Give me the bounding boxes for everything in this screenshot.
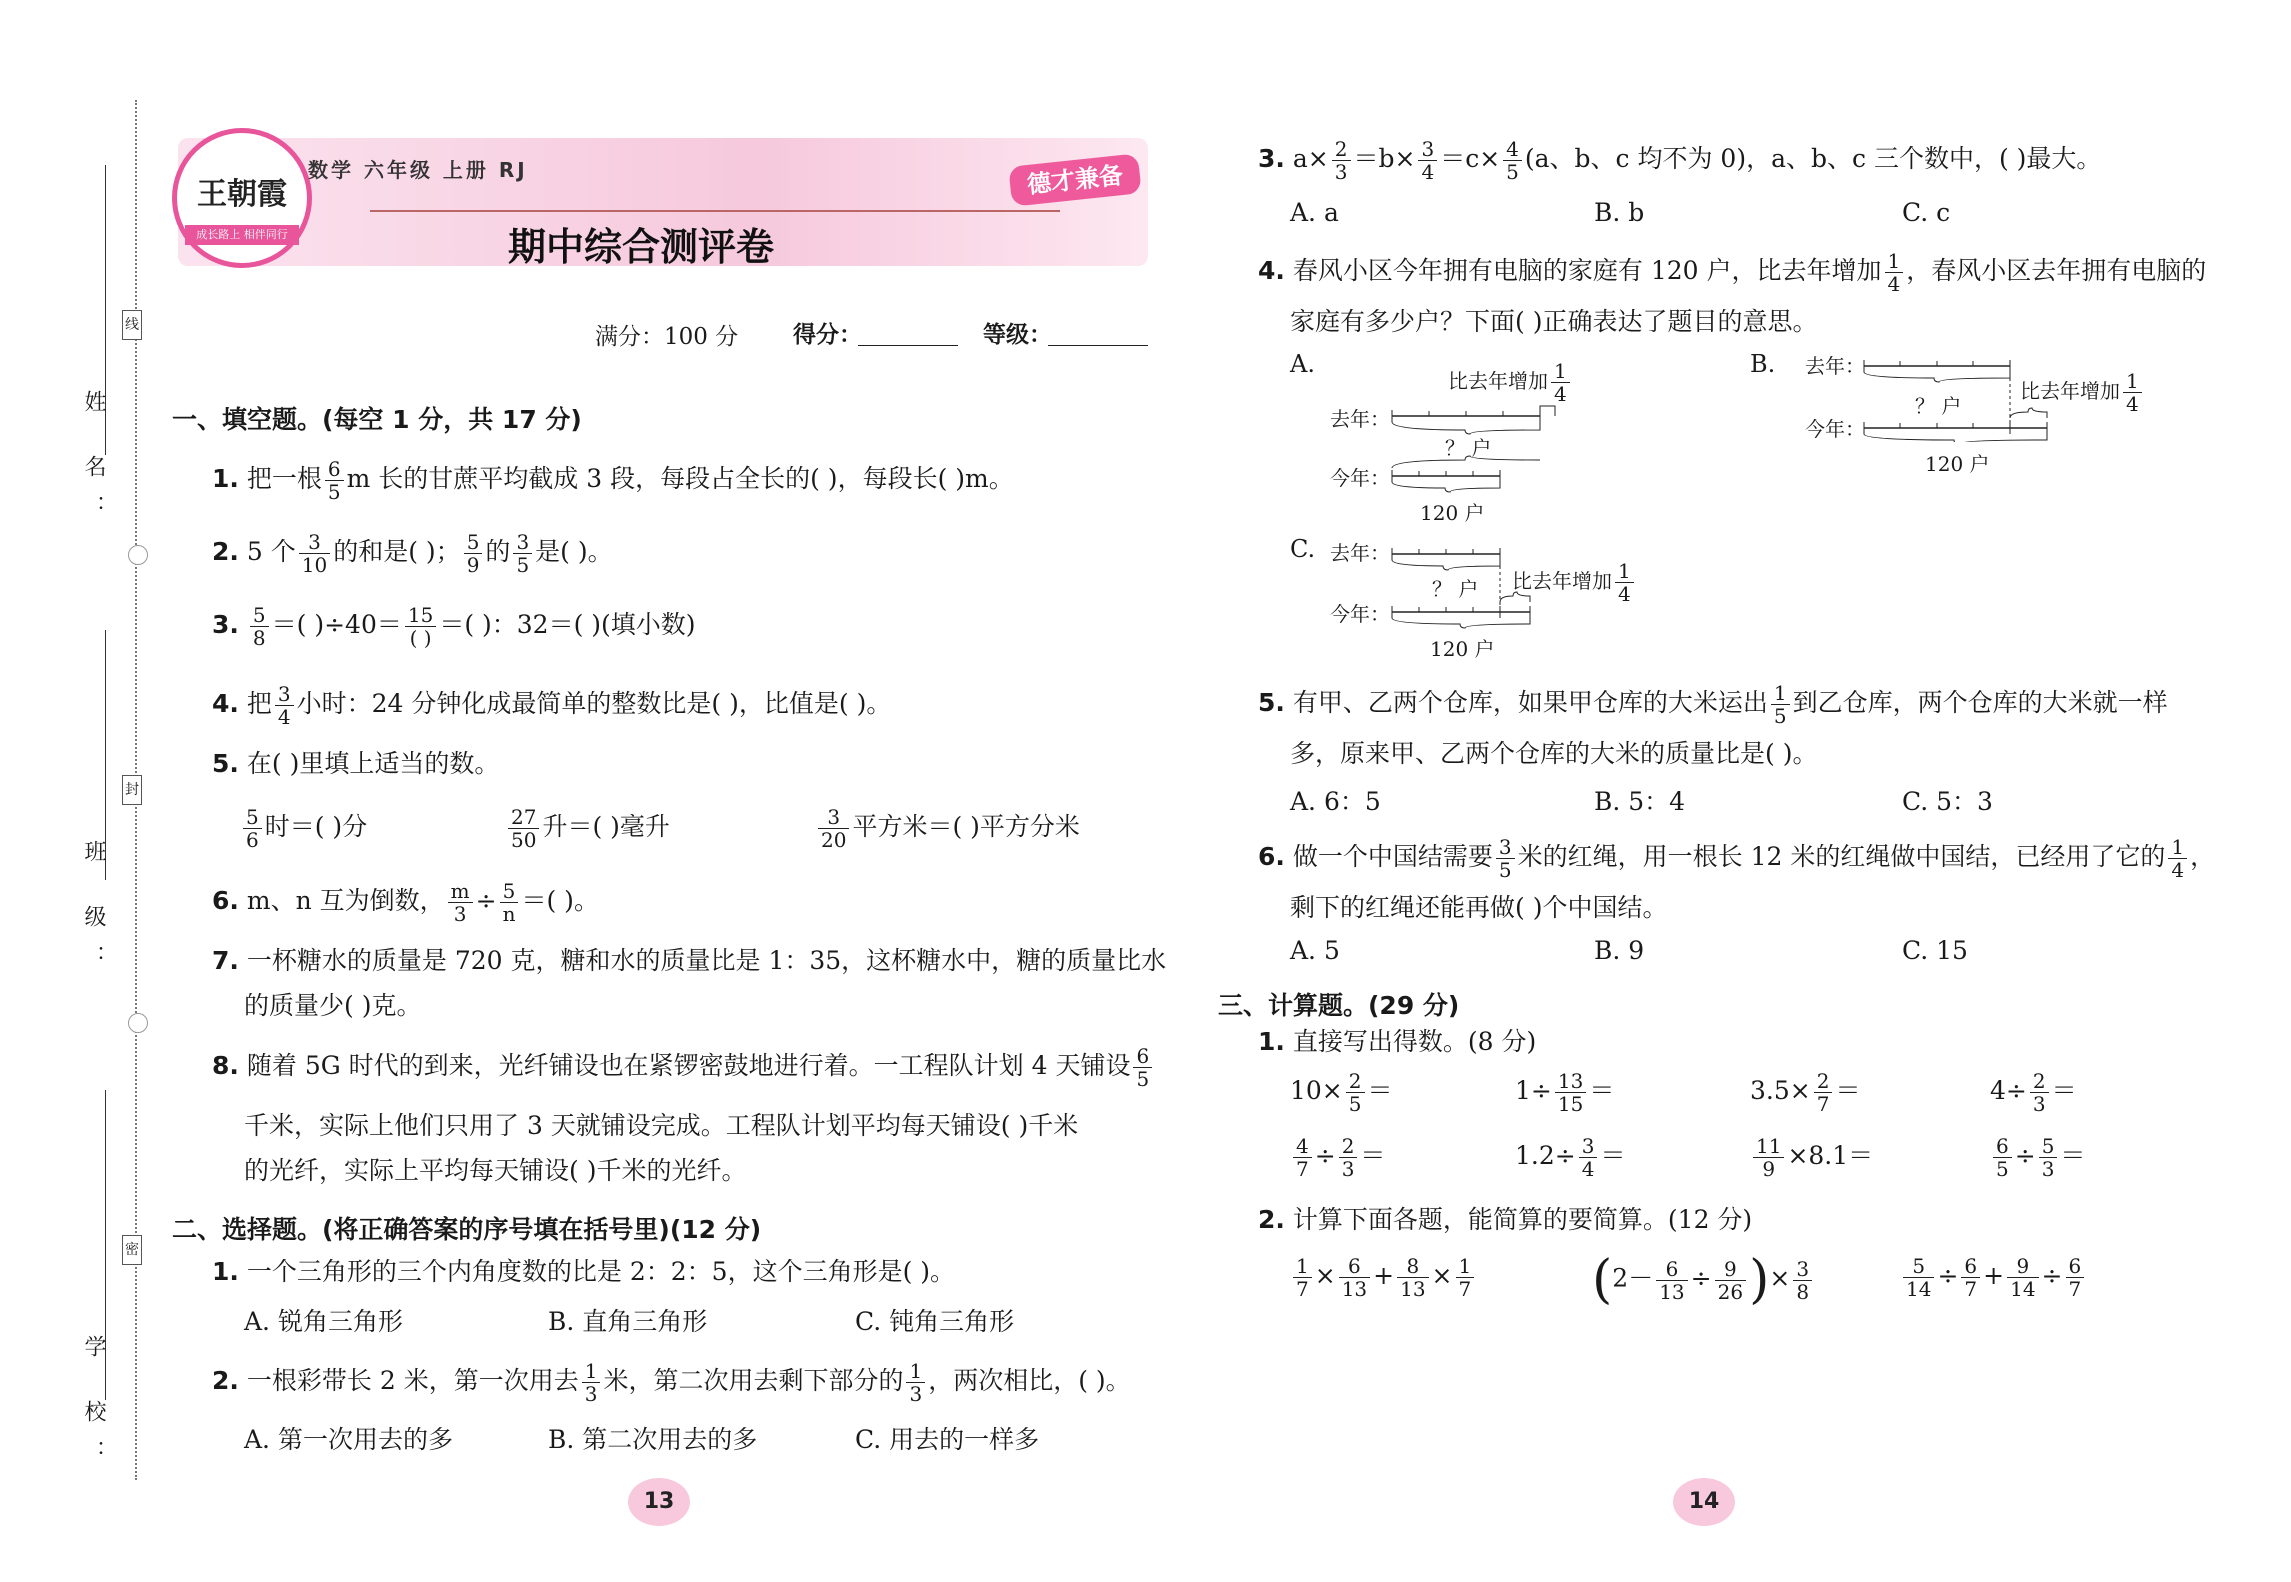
s2-q6-optB[interactable]: B. 9 [1594,936,1645,965]
s2-q6-optA[interactable]: A. 5 [1290,936,1340,965]
s1-q7: 7. 一杯糖水的质量是 720 克，糖和水的质量比是 1：35，这杯糖水中，糖的质量比水 [212,946,1167,975]
fraction: $\frac{6}{5}$ [325,458,344,503]
s2-q5: 5. 有甲、乙两个仓库，如果甲仓库的大米运出 $\frac{1}{5}$ 到乙仓库，两个仓库的大米就一样 [1258,681,2168,728]
mark-xian: 线 [122,310,142,340]
diagram-c-q: ？ 户 [1432,577,1479,601]
s2-q3-optC[interactable]: C. c [1902,198,1951,227]
s1-q5-item3: $\frac{3}{20}$ 平方米＝( )平方分米 [815,806,1080,851]
class-label: 班 级： [81,840,106,985]
brand-sub: 成长路上 相伴同行 [185,225,299,245]
diagram-b-last: 去年： [1805,354,1865,378]
diagram-b-label: B. [1750,350,1776,378]
diagram-a-inc: 比去年增加 $\frac{1}{4}$ [1448,360,1573,405]
diagram-a-label: A. [1290,350,1315,378]
name-label: 姓 名： [81,390,106,535]
diagram-a-total: 120 户 [1420,501,1485,525]
grade-label: 等级： [983,322,1052,348]
s3-q2: 2. 计算下面各题，能简算的要简算。(12 分) [1258,1205,1753,1234]
s2-q2: 2. 一根彩带长 2 米，第一次用去 $\frac{1}{3}$ 米，第二次用去剩下部分的 $\frac{1}{3}$ ，两次相比，( )。 [212,1359,1131,1406]
brand-logo [172,128,312,268]
diagram-b-this: 今年： [1805,417,1865,441]
s3-expr3: 3.5× $\frac{2}{7}$ ＝ [1750,1069,1861,1116]
s1-q1 [212,458,1014,503]
diagram-b-inc: 比去年增加 $\frac{1}{4}$ [2020,370,2145,415]
s3-expr5: $\frac{4}{7}$ ÷ $\frac{2}{3}$ ＝ [1290,1135,1385,1180]
s3-calc1: $\frac{1}{7}$ × $\frac{6}{13}$ + $\frac{8}{13}$ × $\frac{1}{7}$ [1290,1255,1477,1300]
s2-q6-optC[interactable]: C. 15 [1902,936,1968,965]
hole-mark-2 [128,1013,148,1033]
s2-q4-line2: 家庭有多少户？下面( )正确表达了题目的意思。 [1290,307,1818,336]
s1-q5-item1: $\frac{5}{6}$ 时＝( )分 [240,806,367,851]
diagram-b-total: 120 户 [1925,452,1990,476]
s2-q1-optC[interactable]: C. 钝角三角形 [855,1307,1015,1336]
s1-q2: 2. 5 个 $\frac{3}{10}$ 的和是( )； $\frac{5}{9}$ 的 $\frac{3}{5}$ 是( )。 [212,530,613,577]
diagram-b-q: ？ 户 [1915,394,1962,418]
s3-calc3: $\frac{5}{14}$ ÷ $\frac{6}{7}$ + $\frac{9}{14}$ ÷ $\frac{6}{7}$ [1900,1255,2087,1300]
s1-q8: 8. 随着 5G 时代的到来，光纤铺设也在紧锣密鼓地进行着。一工程队计划 4 天铺设 $\frac{6}{5}$ [212,1045,1155,1090]
s3-expr7: $\frac{11}{9}$ ×8.1＝ [1750,1135,1873,1180]
diagram-c-this: 今年： [1330,602,1390,626]
s1-q3: 3. $\frac{5}{8}$ ＝( )÷40＝ 15 ( ) ＝( )：32＝( )(填小数) [212,603,696,650]
s3-expr6: 1.2÷ $\frac{3}{4}$ ＝ [1515,1134,1626,1181]
s1-q8-line2: 千米，实际上他们只用了 3 天就铺设完成。工程队计划平均每天铺设( )千米 [244,1111,1079,1140]
section2-heading: 二、选择题。(将正确答案的序号填在括号里)(12 分) [172,1215,762,1244]
s1-q8-line3: 的光纤，实际上平均每天铺设( )千米的光纤。 [244,1156,747,1185]
s3-expr8: $\frac{6}{5}$ ÷ $\frac{5}{3}$ ＝ [1990,1135,2085,1180]
s1-q5-item2: $\frac{27}{50}$ 升＝( )毫升 [505,806,670,851]
diagram-c-label: C. [1290,535,1316,563]
page-num-right: 14 [1688,1489,1720,1514]
page-title: 期中综合测评卷 [508,225,775,269]
s2-q1-optA[interactable]: A. 锐角三角形 [244,1307,403,1336]
s2-q6: 6. 做一个中国结需要 $\frac{3}{5}$ 米的红绳，用一根长 12 米的红绳做中国结，已经用了它的 $\frac{1}{4}$ ， [1258,835,2216,882]
diagram-a-this: 今年： [1330,466,1390,490]
s2-q6-line2: 剩下的红绳还能再做( )个中国结。 [1290,893,1668,922]
hole-mark [128,545,148,565]
s2-q5-optA[interactable]: A. 6：5 [1290,787,1381,816]
brand-name: 王朝霞 [197,177,287,212]
s3-expr1: 10× $\frac{2}{5}$ ＝ [1290,1069,1393,1116]
s2-q5-line2: 多，原来甲、乙两个仓库的大米的质量比是( )。 [1290,739,1818,768]
diagram-a-q: ？ 户 [1445,436,1492,460]
mark-mi: 密 [122,1235,142,1265]
text: 把一根 [246,464,322,493]
school-label: 学 校： [81,1335,106,1480]
s1-q7-line2: 的质量少( )克。 [244,991,422,1020]
q-num: 1. [212,464,239,493]
s2-q2-optA[interactable]: A. 第一次用去的多 [244,1425,453,1454]
s2-q4: 4. 春风小区今年拥有电脑的家庭有 120 户，比去年增加 $\frac{1}{4}$ ，春风小区去年拥有电脑的 [1258,249,2207,296]
s3-expr2: 1÷ $\frac{13}{15}$ ＝ [1515,1069,1615,1116]
diagram-a-last: 去年： [1330,407,1390,431]
s3-q1: 1. 直接写出得数。(8 分) [1258,1027,1537,1056]
section1-heading: 一、填空题。(每空 1 分，共 17 分) [172,405,582,434]
s2-q3-optB[interactable]: B. b [1594,198,1645,227]
page-num-left: 13 [643,1489,675,1514]
section3-heading: 三、计算题。(29 分) [1218,991,1460,1020]
s2-q1: 1. 一个三角形的三个内角度数的比是 2：2：5，这个三角形是( )。 [212,1257,956,1286]
s2-q3: 3. a× $\frac{2}{3}$ ＝b× $\frac{3}{4}$ ＝c× $\frac{4}{5}$ (a、b、c 均不为 0)，a、b、c 三个数中，( )最大。 [1258,137,2102,184]
subject-line: 数学 六年级 上册 RJ [308,158,528,182]
header-rule [370,210,1060,212]
s2-q2-optC[interactable]: C. 用去的一样多 [855,1425,1040,1454]
s1-q5: 5. 在( )里填上适当的数。 [212,749,500,778]
s2-q2-optB[interactable]: B. 第二次用去的多 [548,1425,758,1454]
mark-feng: 封 [122,775,142,805]
text: m 长的甘蔗平均截成 3 段，每段占全长的( )，每段长( )m。 [346,464,1014,493]
score-got-label: 得分： [793,322,862,348]
diagram-c-last: 去年： [1330,541,1390,565]
diagram-c-inc: 比去年增加 $\frac{1}{4}$ [1512,560,1637,605]
score-got-blank[interactable] [858,345,958,346]
score-full: 满分：100 分 [595,324,739,350]
s2-q1-optB[interactable]: B. 直角三角形 [548,1307,708,1336]
grade-blank[interactable] [1048,345,1148,346]
s3-expr4: 4÷ $\frac{2}{3}$ ＝ [1990,1069,2077,1116]
s2-q5-optC[interactable]: C. 5：3 [1902,787,1993,816]
badge: 德才兼备 [1008,153,1141,206]
diagram-c-total: 120 户 [1430,637,1495,661]
s1-q6: 6. m、n 互为倒数， $\frac{m}{3}$ ÷ $\frac{5}{n}$ ＝( )。 [212,879,599,926]
s2-q3-optA[interactable]: A. a [1290,198,1339,227]
s2-q5-optB[interactable]: B. 5：4 [1594,787,1686,816]
s1-q4: 4. 把 $\frac{3}{4}$ 小时：24 分钟化成最简单的整数比是( )，比值是( )。 [212,682,892,729]
s3-calc2: (2－ $\frac{6}{13}$ ÷ $\frac{9}{26}$ )× $\frac{3}{8}$ [1592,1255,1815,1305]
